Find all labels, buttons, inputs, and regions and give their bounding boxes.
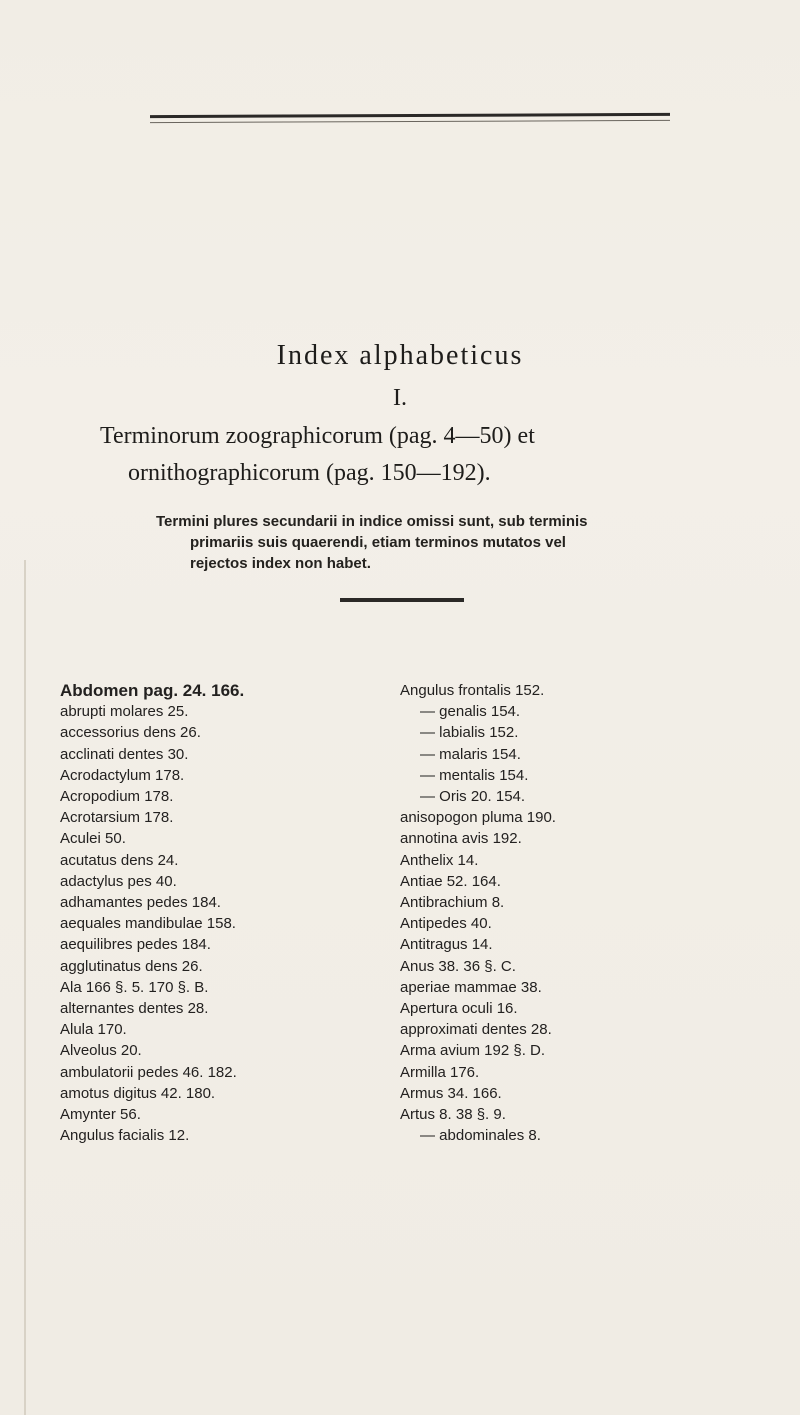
index-entry: Acrodactylum 178. (60, 766, 185, 784)
subtitle-line-2: ornithographicorum (pag. 150—192). (128, 460, 491, 486)
index-entry: acutatus dens 24. (60, 851, 179, 869)
index-column-left (60, 680, 360, 1146)
index-subentry: — Oris 20. 154. (420, 788, 526, 806)
index-entry: Acropodium 178. (60, 788, 174, 806)
index-column-right (400, 680, 740, 1146)
index-entry: Antibrachium 8. (400, 894, 505, 912)
index-entry: Angulus frontalis 152. (400, 682, 545, 699)
index-entry: aequilibres pedes 184. (60, 936, 211, 954)
index-entry: annotina avis 192. (400, 830, 522, 848)
index-entry: Artus 8. 38 §. 9. (400, 1106, 506, 1124)
top-rule-thin (150, 120, 670, 123)
top-rule (150, 113, 670, 118)
index-entry: Ala 166 §. 5. 170 §. B. (60, 978, 209, 996)
index-subentry: — genalis 154. (420, 703, 521, 721)
index-entry: Anus 38. 36 §. C. (400, 957, 516, 975)
section-divider (340, 598, 464, 602)
index-entry: anisopogon pluma 190. (400, 809, 556, 827)
index-entry: adhamantes pedes 184. (60, 894, 221, 912)
index-entry: adactylus pes 40. (60, 872, 177, 890)
note-line: primariis suis quaerendi, etiam terminos mutatos vel (190, 534, 566, 551)
index-entry: Antiae 52. 164. (400, 872, 501, 890)
index-entry: approximati dentes 28. (400, 1021, 552, 1039)
index-subentry: — abdominales 8. (420, 1127, 541, 1145)
index-entry: aequales mandibulae 158. (60, 915, 236, 933)
page-title: Index alphabeticus (276, 340, 524, 371)
note-line: Termini plures secundarii in indice omissi sunt, sub terminis (156, 513, 588, 530)
index-subentry: — malaris 154. (420, 745, 521, 763)
index-entry: alternantes dentes 28. (60, 1000, 209, 1018)
index-entry: Armus 34. 166. (400, 1084, 502, 1102)
index-entry: Abdomen pag. 24. 166. (60, 681, 245, 700)
introductory-note (156, 511, 676, 574)
index-entry: Apertura oculi 16. (400, 1000, 518, 1018)
index-entry: Arma avium 192 §. D. (400, 1042, 546, 1060)
index-entry: amotus digitus 42. 180. (60, 1084, 216, 1102)
index-entry: agglutinatus dens 26. (60, 957, 203, 975)
index-subentry: — mentalis 154. (420, 766, 529, 784)
section-number: I. (393, 385, 407, 411)
index-entry: Armilla 176. (400, 1063, 480, 1081)
index-entry: acclinati dentes 30. (60, 745, 189, 763)
page-edge-line (24, 560, 26, 1415)
index-entry: Antitragus 14. (400, 936, 493, 954)
index-entry: abrupti molares 25. (60, 703, 189, 721)
subtitle-line-1: Terminorum zoographicorum (pag. 4—50) et (100, 423, 535, 449)
index-entry: accessorius dens 26. (60, 724, 201, 742)
index-entry: ambulatorii pedes 46. 182. (60, 1063, 237, 1081)
index-subentry: — labialis 152. (420, 724, 519, 742)
index-entry: Anthelix 14. (400, 851, 479, 869)
index-entry: Alveolus 20. (60, 1042, 142, 1060)
index-entry: Acrotarsium 178. (60, 809, 174, 827)
index-entry: Angulus facialis 12. (60, 1127, 190, 1145)
index-entry: Amynter 56. (60, 1106, 141, 1124)
note-line: rejectos index non habet. (190, 555, 371, 572)
index-entry: Alula 170. (60, 1021, 127, 1039)
index-entry: Antipedes 40. (400, 915, 492, 933)
index-entry: Aculei 50. (60, 830, 126, 848)
index-entry: aperiae mammae 38. (400, 978, 542, 996)
